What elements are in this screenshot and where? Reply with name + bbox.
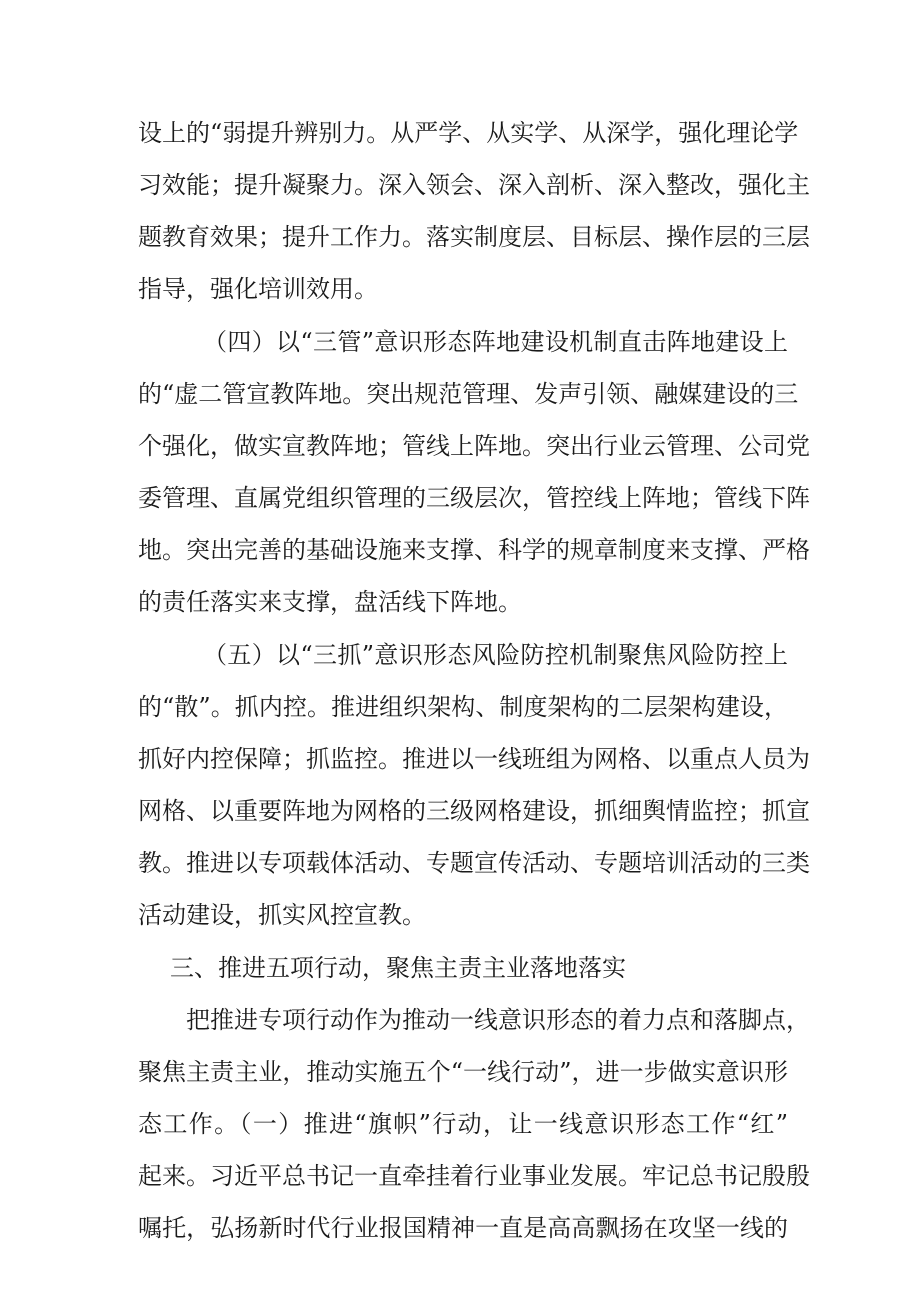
text-line: 习效能；提升凝聚力。深入领会、深入剖析、深入整改，强化主 xyxy=(138,171,810,199)
text-line: 教。推进以专项载体活动、专题宣传活动、专题培训活动的三类 xyxy=(138,849,810,877)
text-line: 网格、以重要阵地为网格的三级网格建设，抓细舆情监控；抓宣 xyxy=(138,797,810,825)
section-heading-five: （五）以“三抓”意识形态风险防控机制聚焦风险防控上 xyxy=(203,641,788,669)
chapter-heading-three: 三、推进五项行动，聚焦主责主业落地落实 xyxy=(170,954,626,982)
text-line: 设上的“弱提升辨别力。从严学、从实学、从深学，强化理论学 xyxy=(138,119,799,147)
text-line: 的“散”。抓内控。推进组织架构、制度架构的二层架构建设， xyxy=(138,693,788,721)
text-line: 委管理、直属党组织管理的三级层次，管控线上阵地；管线下阵 xyxy=(138,484,810,512)
text-line: 起来。习近平总书记一直牵挂着行业事业发展。牢记总书记殷殷 xyxy=(138,1162,810,1190)
section-heading-four: （四）以“三管”意识形态阵地建设机制直击阵地建设上 xyxy=(203,328,788,356)
text-line: 题教育效果；提升工作力。落实制度层、目标层、操作层的三层 xyxy=(138,223,810,251)
text-line: 活动建设，抓实风控宣教。 xyxy=(138,901,426,929)
text-line: 的责任落实来支撑，盘活线下阵地。 xyxy=(138,588,522,616)
text-line: 个强化，做实宣教阵地；管线上阵地。突出行业云管理、公司党 xyxy=(138,432,810,460)
text-line: 态工作。（一）推进“旗帜”行动，让一线意识形态工作“红” xyxy=(138,1110,788,1138)
text-line: 聚焦主责主业，推动实施五个“一线行动”，进一步做实意识形 xyxy=(138,1058,788,1086)
text-line: 抓好内控保障；抓监控。推进以一线班组为网格、以重点人员为 xyxy=(138,745,810,773)
text-line: 的“虚二管宣教阵地。突出规范管理、发声引领、融媒建设的三 xyxy=(138,380,799,408)
text-line: 指导，强化培训效用。 xyxy=(138,275,378,303)
text-line: 把推进专项行动作为推动一线意识形态的着力点和落脚点， xyxy=(186,1006,810,1034)
text-line: 地。突出完善的基础设施来支撑、科学的规章制度来支撑、严格 xyxy=(138,536,810,564)
text-line: 嘱托，弘扬新时代行业报国精神一直是高高飘扬在攻坚一线的 xyxy=(138,1214,788,1242)
